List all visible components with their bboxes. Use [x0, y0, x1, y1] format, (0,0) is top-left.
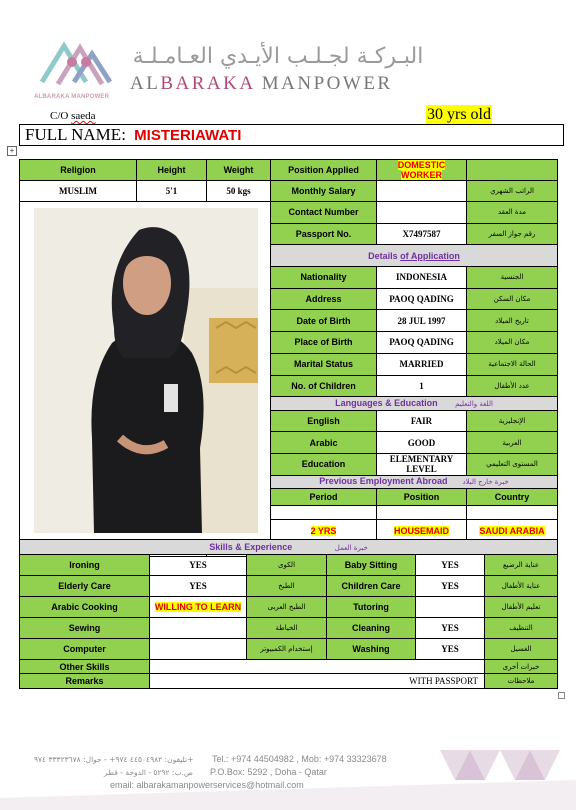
- footer-phone-arabic: تليفون: ٤٤٥٠٤٩٨٢ ٩٧٤+ - جوال: ٣٣٣٢٣٦٧٨ ٩٧٤+: [34, 755, 194, 764]
- place-of-birth-arabic: مكان الميلاد: [467, 332, 558, 354]
- weight-header: Weight: [207, 160, 271, 181]
- applicant-photo: [34, 208, 258, 533]
- footer-email: email: albarakamanpowerservices@hotmail.com: [110, 780, 304, 790]
- contact-number-label: Contact Number: [271, 202, 377, 224]
- tutoring-arabic: تعليم الأطفال: [485, 597, 558, 618]
- english-value: FAIR: [377, 410, 467, 432]
- table-move-handle[interactable]: +: [7, 146, 17, 156]
- ironing-value: YES: [150, 555, 247, 576]
- prev-empty-2: [377, 505, 467, 519]
- care-of-line: C/O saeda: [50, 110, 96, 122]
- arabic-value: GOOD: [377, 432, 467, 454]
- marital-status-arabic: الحالة الاجتماعية: [467, 353, 558, 375]
- education-value: ELEMENTARY LEVEL: [377, 453, 467, 475]
- date-of-birth-value: 28 JUL 1997: [377, 310, 467, 332]
- passport-label: Passport No.: [271, 223, 377, 245]
- other-skills-value: [150, 660, 485, 674]
- children-arabic: عدد الأطفال: [467, 375, 558, 397]
- footer-pobox: P.O.Box: 5292 , Doha - Qatar: [210, 767, 327, 777]
- place-of-birth-value: PAOQ QADING: [377, 332, 467, 354]
- care-of-name: saeda: [71, 110, 96, 122]
- full-name-value: MISTERIAWATI: [134, 127, 242, 144]
- monthly-salary-label: Monthly Salary: [271, 181, 377, 202]
- tutoring-value: [416, 597, 485, 618]
- prev-empty-1: [271, 505, 377, 519]
- previous-employment-title: Previous Employment Abroad خبرة خارج البلاد: [271, 475, 558, 488]
- education-label: Education: [271, 453, 377, 475]
- english-label: English: [271, 410, 377, 432]
- date-of-birth-arabic: تاريخ الميلاد: [467, 310, 558, 332]
- details-section-title: Details of Application: [271, 245, 558, 267]
- sewing-value: [150, 618, 247, 639]
- place-of-birth-label: Place of Birth: [271, 332, 377, 354]
- footer-pobox-arabic: ص.ب: ٥٢٩٢ - الدوحة - قطر: [104, 768, 193, 777]
- footer-phone: Tel.: +974 44504982 , Mob: +974 33323678: [212, 754, 387, 764]
- arabic-cooking-arabic: الطبخ العربى: [247, 597, 327, 618]
- tutoring-label: Tutoring: [327, 597, 416, 618]
- religion-value: MUSLIM: [20, 181, 137, 202]
- address-label: Address: [271, 288, 377, 310]
- table-cell: [467, 160, 558, 181]
- children-label: No. of Children: [271, 375, 377, 397]
- elderly-care-arabic: الطبخ: [247, 576, 327, 597]
- passport-value: X7497587: [377, 223, 467, 245]
- passport-arabic: رقم جواز السفر: [467, 223, 558, 245]
- position-applied-header: Position Applied: [271, 160, 377, 181]
- sewing-arabic: الخياطة: [247, 618, 327, 639]
- arabic-cooking-label: Arabic Cooking: [20, 597, 150, 618]
- remarks-arabic: ملاحظات: [485, 674, 558, 689]
- height-header: Height: [137, 160, 207, 181]
- table-resize-handle[interactable]: [558, 692, 565, 699]
- arabic-cooking-value: WILLING TO LEARN: [150, 597, 247, 618]
- full-name-label: FULL NAME: [25, 125, 122, 144]
- nationality-value: INDONESIA: [377, 267, 467, 289]
- skills-section-title: Skills & Experience خبرة العمل: [20, 540, 558, 555]
- contact-number-value: [377, 202, 467, 224]
- company-name: ALBARAKA MANPOWER: [130, 73, 393, 94]
- other-skills-label: Other Skills: [20, 660, 150, 674]
- arabic-arabic: العربية: [467, 432, 558, 454]
- monthly-salary-value: [377, 181, 467, 202]
- address-value: PAOQ QADING: [377, 288, 467, 310]
- computer-arabic: إستخدام الكمبيوتر: [247, 639, 327, 660]
- prev-country-value: SAUDI ARABIA: [467, 520, 558, 542]
- age-badge: 30 yrs old: [427, 106, 491, 123]
- cleaning-value: YES: [416, 618, 485, 639]
- children-value: 1: [377, 375, 467, 397]
- children-care-value: YES: [416, 576, 485, 597]
- nationality-label: Nationality: [271, 267, 377, 289]
- company-name-arabic: البـركـة لجـلـب الأيـدي العـامـلـة: [132, 44, 424, 69]
- full-name-row: FULL NAME: MISTERIAWATI: [19, 124, 564, 146]
- application-table: [19, 159, 558, 557]
- baby-sitting-label: Baby Sitting: [327, 555, 416, 576]
- ironing-arabic: الكوى: [247, 555, 327, 576]
- prev-empty-3: [467, 505, 558, 519]
- baby-sitting-value: YES: [416, 555, 485, 576]
- nationality-arabic: الجنسية: [467, 267, 558, 289]
- ironing-label: Ironing: [20, 555, 150, 576]
- date-of-birth-label: Date of Birth: [271, 310, 377, 332]
- prev-period-value: 2 YRS: [271, 520, 377, 542]
- marital-status-value: MARRIED: [377, 353, 467, 375]
- remarks-value: WITH PASSPORT: [150, 674, 485, 689]
- photo-cell: [20, 202, 271, 542]
- languages-section-title: Languages & Education اللغة والتعليم: [271, 397, 558, 410]
- religion-header: Religion: [20, 160, 137, 181]
- contact-number-arabic: مدة العقد: [467, 202, 558, 224]
- position-header: Position: [377, 489, 467, 506]
- arabic-label: Arabic: [271, 432, 377, 454]
- elderly-care-label: Elderly Care: [20, 576, 150, 597]
- marital-status-label: Marital Status: [271, 353, 377, 375]
- logo-caption: ALBARAKA MANPOWER: [34, 94, 110, 100]
- monthly-salary-arabic: الراتب الشهري: [467, 181, 558, 202]
- skills-table: [19, 539, 558, 689]
- other-skills-arabic: خبرات أخرى: [485, 660, 558, 674]
- sewing-label: Sewing: [20, 618, 150, 639]
- weight-value: 50 kgs: [207, 181, 271, 202]
- washing-label: Washing: [327, 639, 416, 660]
- washing-arabic: الغسيل: [485, 639, 558, 660]
- country-header: Country: [467, 489, 558, 506]
- computer-label: Computer: [20, 639, 150, 660]
- cleaning-arabic: التنظيف: [485, 618, 558, 639]
- computer-value: [150, 639, 247, 660]
- remarks-label: Remarks: [20, 674, 150, 689]
- elderly-care-value: YES: [150, 576, 247, 597]
- washing-value: YES: [416, 639, 485, 660]
- prev-position-value: HOUSEMAID: [377, 520, 467, 542]
- children-care-label: Children Care: [327, 576, 416, 597]
- position-applied-value: DOMESTIC WORKER: [377, 160, 467, 181]
- cleaning-label: Cleaning: [327, 618, 416, 639]
- english-arabic: الإنجليزية: [467, 410, 558, 432]
- address-arabic: مكان السكن: [467, 288, 558, 310]
- baby-sitting-arabic: عناية الرضيع: [485, 555, 558, 576]
- education-arabic: المستوى التعليمي: [467, 453, 558, 475]
- children-care-arabic: عناية الأطفال: [485, 576, 558, 597]
- height-value: 5'1: [137, 181, 207, 202]
- period-header: Period: [271, 489, 377, 506]
